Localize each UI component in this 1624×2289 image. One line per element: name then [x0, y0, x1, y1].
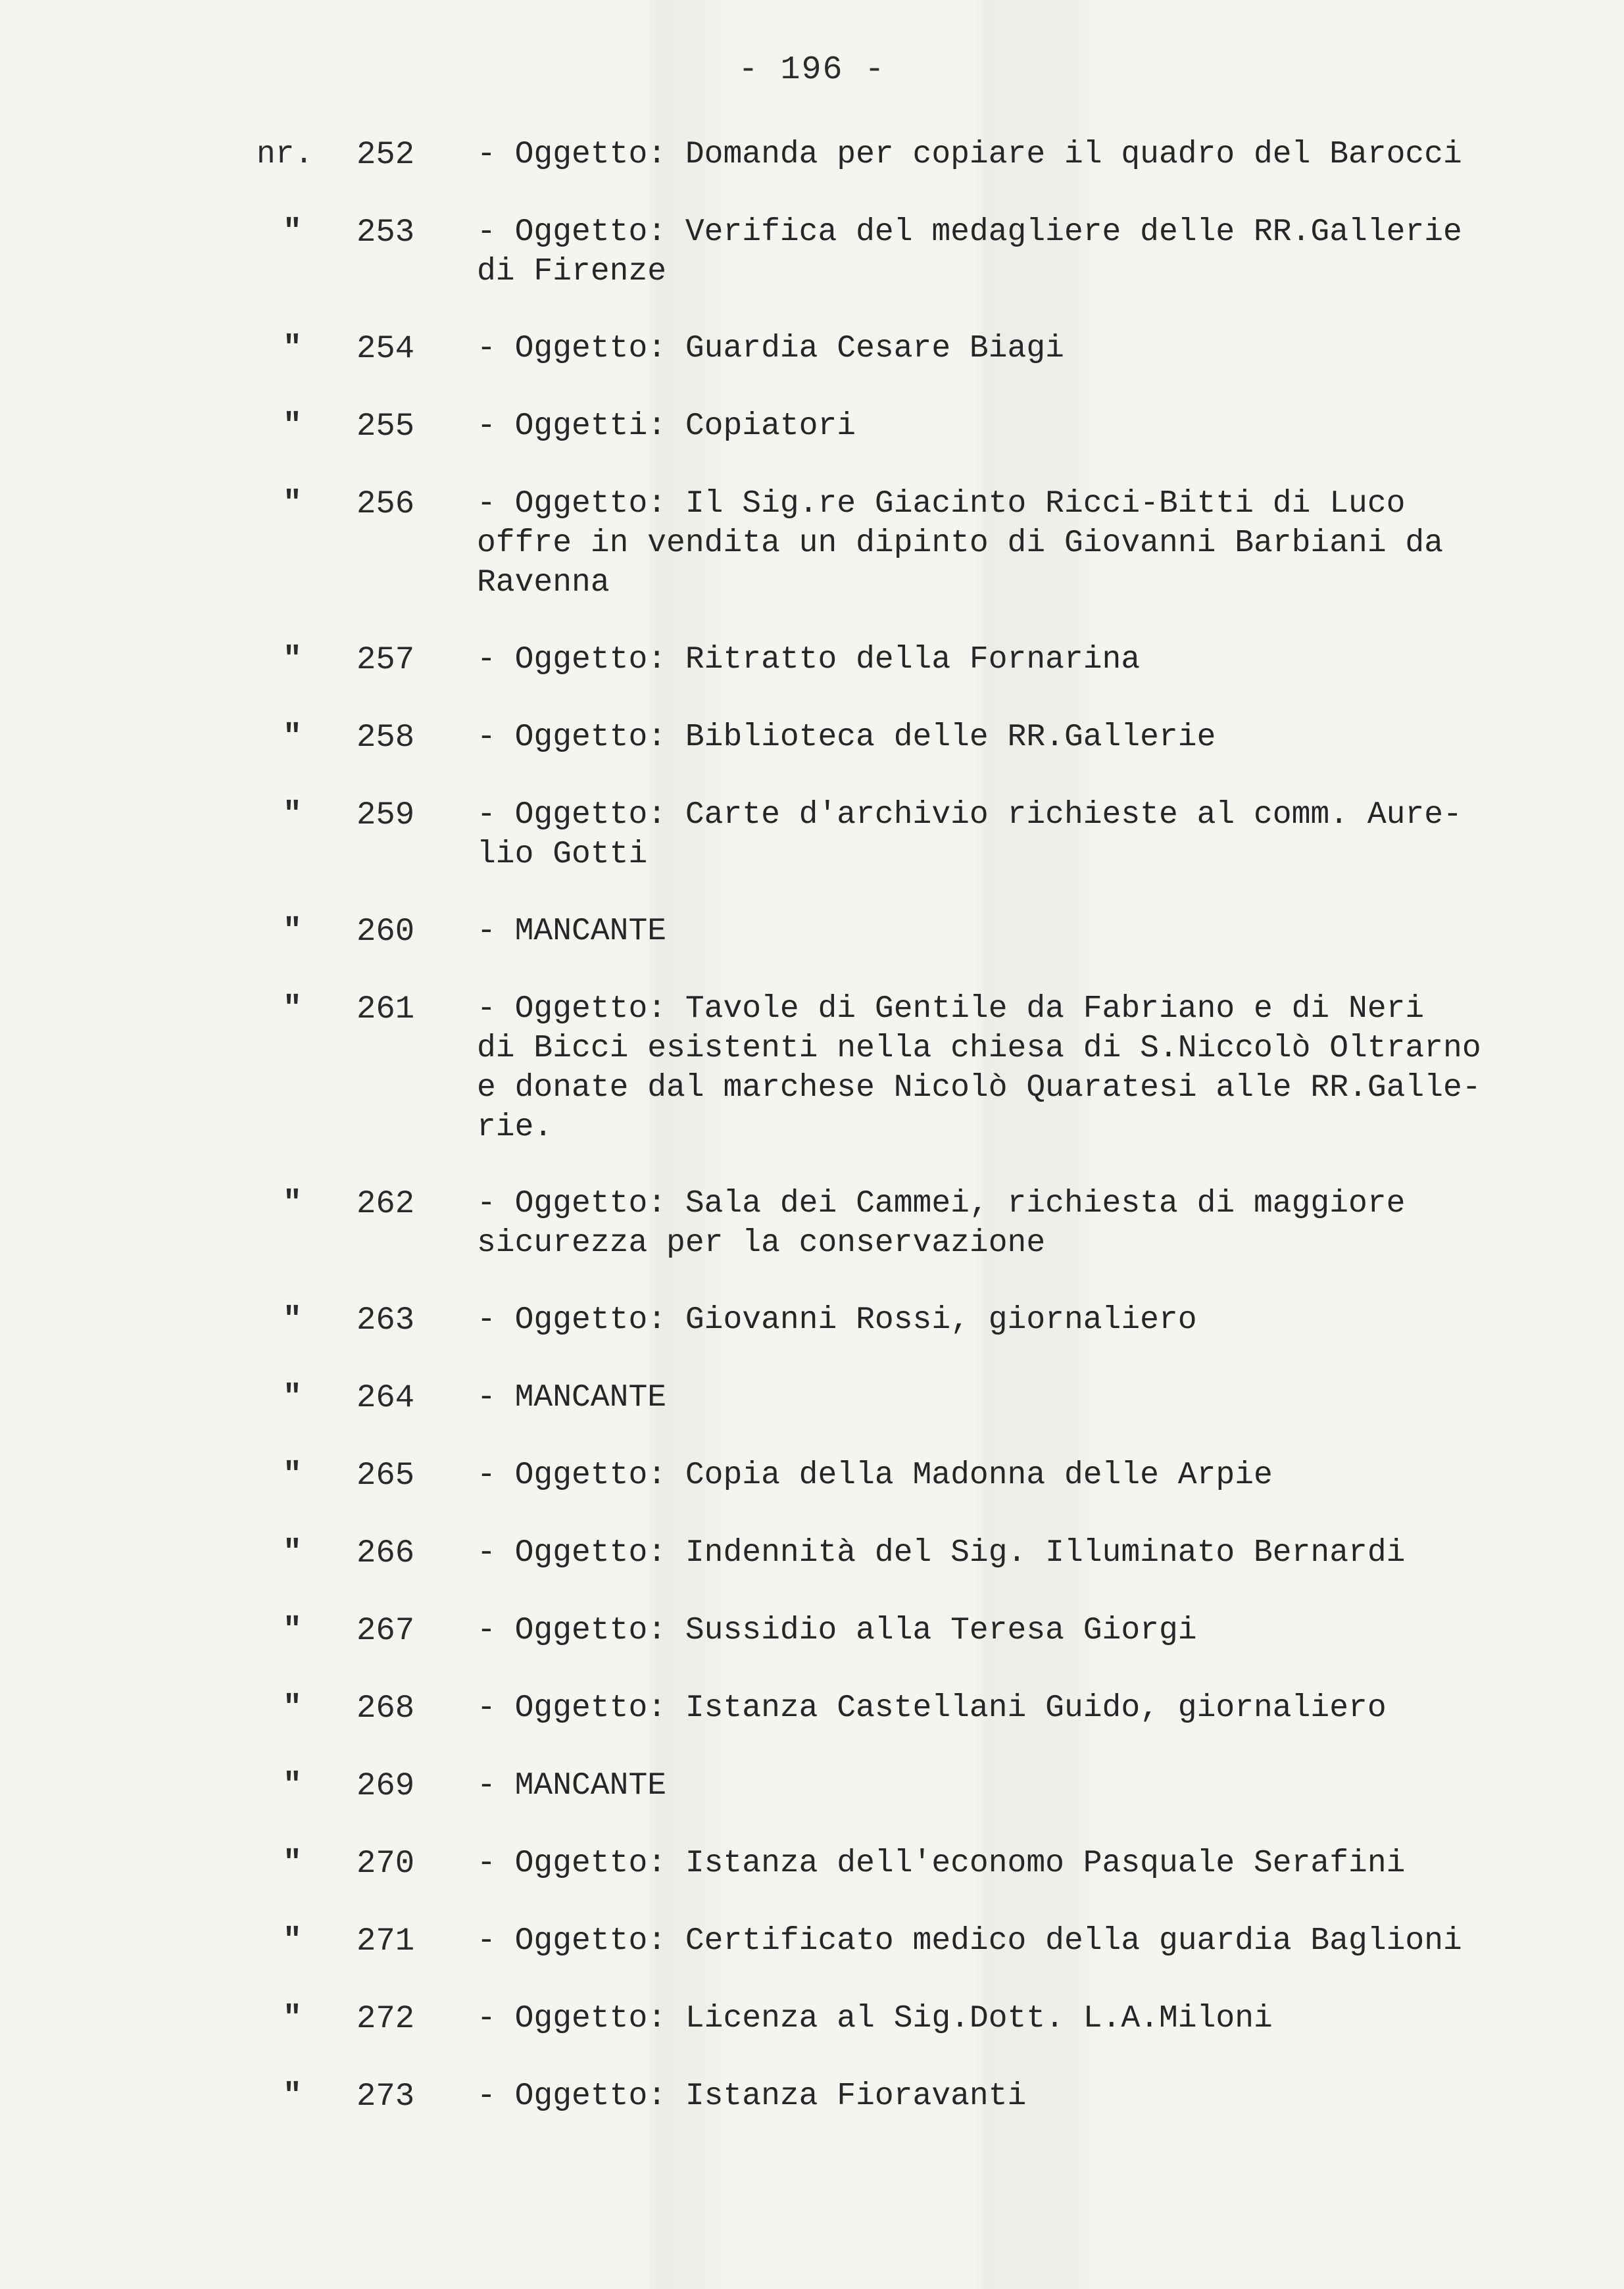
- entry-number: 260: [357, 913, 415, 950]
- ditto-mark: ": [283, 1380, 302, 1415]
- entry-text: - Oggetto: Indennità del Sig. Illuminato Bernardi: [477, 1535, 1406, 1571]
- ditto-mark: ": [283, 1458, 302, 1493]
- entry-text: - Oggetto: Sala dei Cammei, richiesta di maggiore sicurezza per la conservazione: [477, 1186, 1406, 1261]
- entry-text: - MANCANTE: [477, 914, 667, 949]
- ditto-mark: ": [283, 797, 302, 833]
- entry-text: - Oggetto: Certificato medico della guardia Baglioni: [477, 1923, 1462, 1959]
- entry-number: 268: [357, 1690, 415, 1727]
- ditto-mark: ": [283, 1302, 302, 1338]
- ditto-mark: ": [283, 1186, 302, 1221]
- ditto-mark: ": [283, 331, 302, 366]
- entry-number: 263: [357, 1302, 415, 1339]
- entry-number: 255: [357, 408, 415, 445]
- entry-text: - Oggetto: Domanda per copiare il quadro del Barocci: [477, 137, 1462, 172]
- entry-text: - Oggetto: Istanza Castellani Guido, giornaliero: [477, 1690, 1387, 1726]
- entry-text: - Oggetto: Giovanni Rossi, giornaliero: [477, 1302, 1197, 1338]
- entry-number: 252: [357, 136, 415, 173]
- entry-number: 261: [357, 991, 415, 1027]
- entry-number: 269: [357, 1767, 415, 1804]
- entry-number: 266: [357, 1535, 415, 1571]
- ditto-mark: ": [283, 1690, 302, 1726]
- entry-text: - Oggetto: Ritratto della Fornarina: [477, 642, 1141, 677]
- ditto-mark: ": [283, 486, 302, 522]
- entry-text: - Oggetto: Sussidio alla Teresa Giorgi: [477, 1613, 1197, 1648]
- entry-text: - Oggetto: Istanza Fioravanti: [477, 2079, 1027, 2114]
- entry-number: 262: [357, 1185, 415, 1222]
- ditto-mark: ": [283, 1768, 302, 1804]
- entry-number: 271: [357, 1923, 415, 1959]
- entry-text: - Oggetti: Copiatori: [477, 408, 856, 444]
- entry-number: 259: [357, 797, 415, 833]
- entry-number: 267: [357, 1612, 415, 1649]
- entry-number: 256: [357, 485, 415, 522]
- ditto-mark: ": [283, 1923, 302, 1959]
- entry-text: - Oggetto: Copia della Madonna delle Arpie: [477, 1458, 1273, 1493]
- entry-number: 254: [357, 330, 415, 367]
- ditto-mark: ": [283, 914, 302, 949]
- entry-text: - Oggetto: Tavole di Gentile da Fabriano e di Neri di Bicci esistenti nella chiesa di S.Niccolò Oltrarno e donate dal marchese Nicolò Quaratesi alle RR.Galle- rie.: [477, 991, 1481, 1145]
- entry-number: 253: [357, 214, 415, 251]
- entry-text: - Oggetto: Carte d'archivio richieste al comm. Aure- lio Gotti: [477, 797, 1462, 872]
- entry-number: 265: [357, 1457, 415, 1494]
- ditto-mark: ": [283, 642, 302, 677]
- entry-number: 273: [357, 2078, 415, 2115]
- entry-number: 258: [357, 719, 415, 756]
- entry-text: - Oggetto: Biblioteca delle RR.Gallerie: [477, 720, 1216, 755]
- entry-prefix: nr.: [257, 137, 314, 172]
- ditto-mark: ": [283, 720, 302, 755]
- entry-text: - Oggetto: Istanza dell'economo Pasquale Serafini: [477, 1846, 1406, 1881]
- ditto-mark: ": [283, 1535, 302, 1571]
- entry-number: 270: [357, 1845, 415, 1882]
- entry-text: - MANCANTE: [477, 1380, 667, 1415]
- ditto-mark: ": [283, 1613, 302, 1648]
- ditto-mark: ": [283, 2001, 302, 2036]
- ditto-mark: ": [283, 408, 302, 444]
- entry-number: 257: [357, 641, 415, 678]
- entry-text: - Oggetto: Il Sig.re Giacinto Ricci-Bitti di Luco offre in vendita un dipinto di Giovanni Barbiani da Ravenna: [477, 486, 1444, 601]
- page-number: - 196 -: [738, 51, 886, 89]
- ditto-mark: ": [283, 991, 302, 1027]
- ditto-mark: ": [283, 214, 302, 250]
- entry-text: - Oggetto: Verifica del medagliere delle RR.Gallerie di Firenze: [477, 214, 1462, 289]
- entry-text: - Oggetto: Guardia Cesare Biagi: [477, 331, 1064, 366]
- entry-text: - MANCANTE: [477, 1768, 667, 1804]
- entry-number: 272: [357, 2000, 415, 2037]
- entry-number: 264: [357, 1379, 415, 1416]
- ditto-mark: ": [283, 1846, 302, 1881]
- ditto-mark: ": [283, 2079, 302, 2114]
- entry-text: - Oggetto: Licenza al Sig.Dott. L.A.Miloni: [477, 2001, 1273, 2036]
